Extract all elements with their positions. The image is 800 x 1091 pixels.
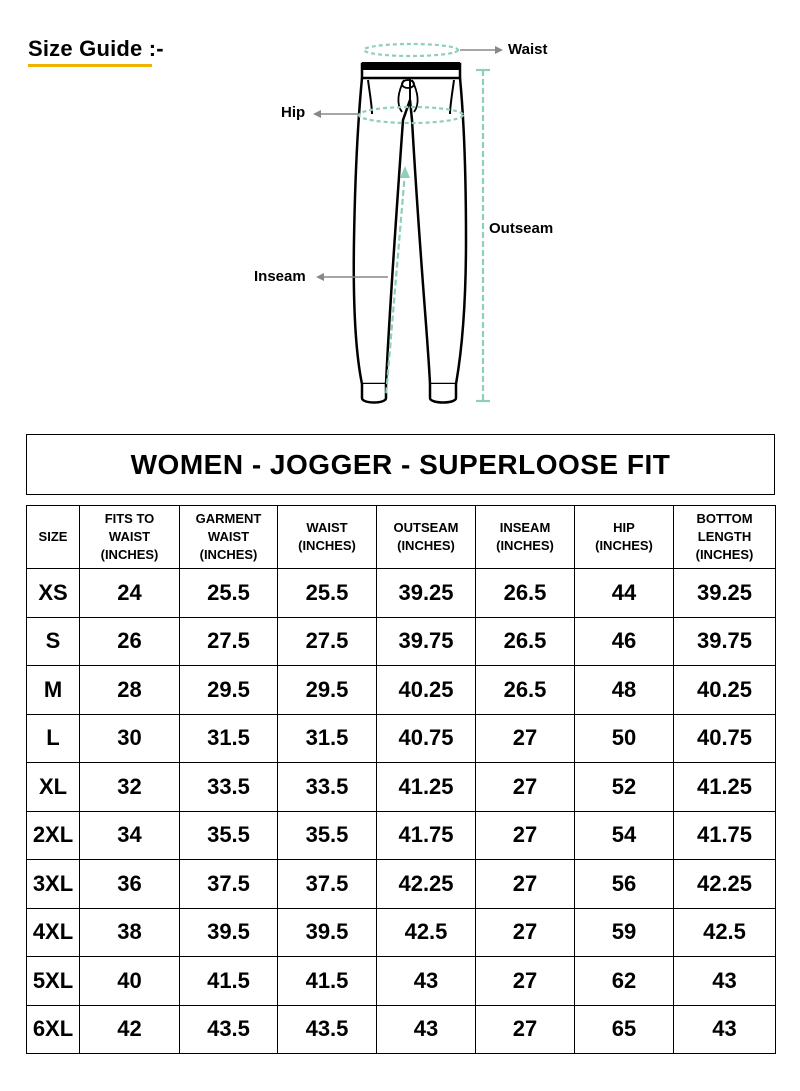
size-cell: 2XL [27,811,80,860]
measurement-cell: 39.75 [674,617,776,666]
right-cuff [430,384,456,403]
measurement-cell: 41.75 [674,811,776,860]
measurement-cell: 42.25 [674,860,776,909]
column-header-line: LENGTH [697,529,752,544]
inseam-label: Inseam [254,268,306,285]
column-header [674,506,776,569]
measurement-cell: 56 [575,860,674,909]
measurement-cell: 25.5 [180,569,278,618]
column-header-line: (INCHES) [298,538,356,553]
measurement-cell: 41.25 [377,763,476,812]
size-cell: 4XL [27,908,80,957]
column-header-line: WAIST [108,529,151,544]
hip-label: Hip [281,104,306,121]
table-row [27,569,776,618]
column-header-line: OUTSEAM [393,520,459,535]
measurement-cell: 54 [575,811,674,860]
measurement-cell: 29.5 [180,666,278,715]
column-header-line: FITS TO [104,511,155,526]
measurement-cell: 41.5 [180,957,278,1006]
measurement-cell: 40.75 [377,714,476,763]
measurement-cell: 40 [80,957,180,1006]
outseam-label: Outseam [489,220,554,237]
column-header-line: INSEAM [499,520,551,535]
column-header [27,506,80,569]
measurement-cell: 43 [377,957,476,1006]
column-header-line: (INCHES) [595,538,653,553]
measurement-cell: 42.5 [674,908,776,957]
measurement-cell: 27 [476,957,575,1006]
inseam-arrowhead [316,273,324,281]
measurement-cell: 37.5 [180,860,278,909]
column-header-line: (INCHES) [199,547,258,562]
table-body [27,569,776,1054]
measurement-cell: 59 [575,908,674,957]
inseam-measure-line [386,172,405,396]
waistband-top [362,62,460,70]
measurement-cell: 41.25 [674,763,776,812]
measurement-cell: 42.5 [377,908,476,957]
measurement-cell: 26 [80,617,180,666]
jogger-illustration [0,0,800,420]
measurement-cell: 62 [575,957,674,1006]
column-header-line: (INCHES) [100,547,159,562]
table-row [27,957,776,1006]
measurement-cell: 27 [476,811,575,860]
column-header-line: BOTTOM [696,511,753,526]
size-cell: M [27,666,80,715]
column-header [180,506,278,569]
measurement-cell: 43.5 [180,1005,278,1054]
size-chart-title-box [26,434,775,495]
size-cell: 6XL [27,1005,80,1054]
measurement-cell: 26.5 [476,666,575,715]
column-header-line: SIZE [38,529,68,544]
measurement-cell: 27 [476,763,575,812]
column-header-line: WAIST [207,529,250,544]
waist-label: Waist [508,41,548,58]
column-header-line: (INCHES) [397,538,455,553]
inseam-arrowhead-top [400,166,410,178]
measurement-cell: 39.25 [377,569,476,618]
size-cell: L [27,714,80,763]
left-cuff [362,384,386,403]
size-cell: 3XL [27,860,80,909]
measurement-cell: 31.5 [278,714,377,763]
measurement-cell: 43 [377,1005,476,1054]
column-header-line: HIP [613,520,635,535]
measurement-cell: 27 [476,714,575,763]
measurement-cell: 35.5 [180,811,278,860]
measurement-cell: 27.5 [180,617,278,666]
measurement-cell: 40.75 [674,714,776,763]
measurement-cell: 25.5 [278,569,377,618]
measurement-cell: 32 [80,763,180,812]
measurement-cell: 43.5 [278,1005,377,1054]
measurement-cell: 31.5 [180,714,278,763]
hip-arrowhead [313,110,321,118]
measurement-cell: 65 [575,1005,674,1054]
column-header [377,506,476,569]
measurement-cell: 28 [80,666,180,715]
table-row [27,763,776,812]
column-header [80,506,180,569]
size-cell: XL [27,763,80,812]
table-row [27,666,776,715]
measurement-cell: 42 [80,1005,180,1054]
measurement-cell: 39.75 [377,617,476,666]
measurement-cell: 36 [80,860,180,909]
right-leg-outline [410,78,466,384]
measurement-cell: 34 [80,811,180,860]
drawstring-knot [402,80,414,88]
jogger-measurement-diagram [0,0,800,420]
measurement-cell: 41.5 [278,957,377,1006]
measurement-cell: 37.5 [278,860,377,909]
measurement-cell: 46 [575,617,674,666]
table-row [27,1005,776,1054]
waist-measure-line [364,44,458,56]
measurement-cell: 26.5 [476,617,575,666]
column-header [575,506,674,569]
measurement-cell: 43 [674,1005,776,1054]
measurement-cell: 33.5 [180,763,278,812]
measurement-cell: 43 [674,957,776,1006]
measurement-cell: 24 [80,569,180,618]
waist-arrowhead [495,46,503,54]
table-row [27,617,776,666]
measurement-cell: 35.5 [278,811,377,860]
size-chart-title: WOMEN - JOGGER - SUPERLOOSE FIT [130,448,671,480]
table-row [27,908,776,957]
column-header [278,506,377,569]
measurement-cell: 48 [575,666,674,715]
right-pocket [450,80,454,114]
measurement-cell: 39.25 [674,569,776,618]
table-row [27,811,776,860]
column-header-line: (INCHES) [496,538,554,553]
measurement-cell: 26.5 [476,569,575,618]
column-header-line: (INCHES) [695,547,754,562]
column-header [476,506,575,569]
size-chart-table [26,505,776,1054]
measurement-cell: 30 [80,714,180,763]
measurement-cell: 44 [575,569,674,618]
measurement-cell: 29.5 [278,666,377,715]
measurement-cell: 39.5 [278,908,377,957]
size-cell: 5XL [27,957,80,1006]
measurement-cell: 33.5 [278,763,377,812]
measurement-cell: 27.5 [278,617,377,666]
measurement-cell: 50 [575,714,674,763]
measurement-cell: 40.25 [377,666,476,715]
measurement-cell: 27 [476,908,575,957]
measurement-cell: 27 [476,1005,575,1054]
measurement-cell: 27 [476,860,575,909]
measurement-cell: 40.25 [674,666,776,715]
table-row [27,714,776,763]
table-row [27,860,776,909]
column-header-line: GARMENT [195,511,262,526]
measurement-cell: 52 [575,763,674,812]
size-cell: S [27,617,80,666]
measurement-cell: 42.25 [377,860,476,909]
size-guide-title: Size Guide :- [28,36,164,61]
measurement-cell: 41.75 [377,811,476,860]
column-header-line: WAIST [306,520,348,535]
measurement-cell: 39.5 [180,908,278,957]
measurement-cell: 38 [80,908,180,957]
size-cell: XS [27,569,80,618]
table-header-row [27,506,776,569]
